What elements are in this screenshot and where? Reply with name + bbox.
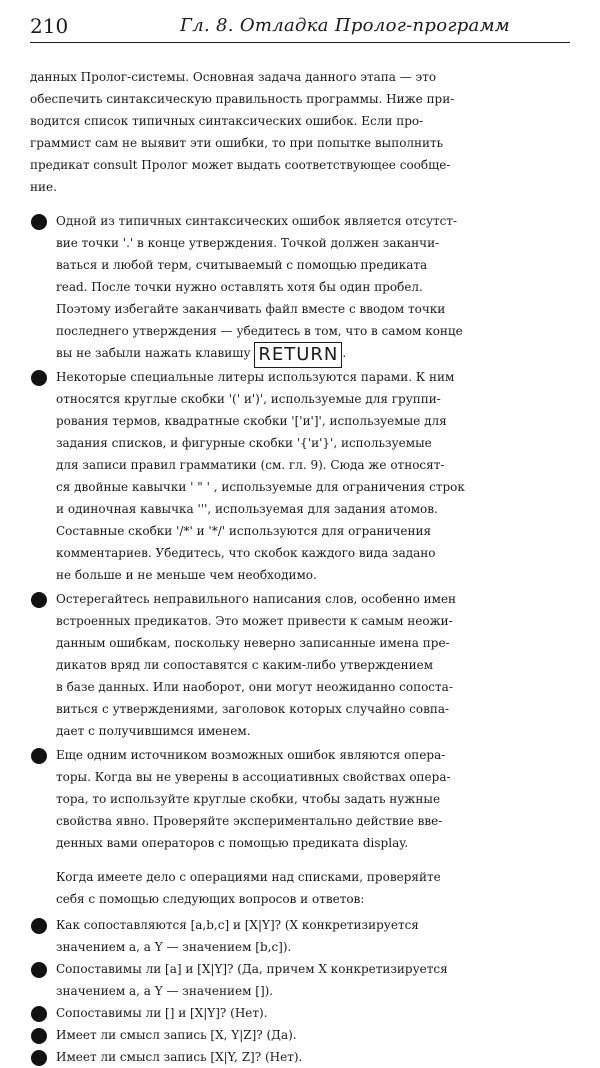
list-item-line: данным ошибкам, поскольку неверно записанные имена пре-: [56, 636, 450, 650]
question-line: значением a, а Y — значением []).: [56, 984, 274, 998]
list-item-line: ся двойные кавычки ' " ' , используемые для ограничения строк: [56, 480, 465, 494]
list-item-line: Одной из типичных синтаксических ошибок является отсутст-: [56, 214, 458, 228]
list-item-line: read. После точки нужно оставлять хотя бы один пробел.: [56, 280, 423, 294]
list-item-line: относятся круглые скобки '(' и')', используемые для группи-: [56, 392, 441, 406]
bullet-icon: [31, 962, 47, 978]
question-line: Как сопоставляются [a,b,c] и [X|Y]? (X конкретизируется: [56, 918, 419, 932]
question-line: Имеет ли смысл запись [X|Y, Z]? (Нет).: [56, 1050, 303, 1064]
bullet-icon: [31, 748, 47, 764]
list-item-line: задания списков, и фигурные скобки '{'и'}', используемые: [56, 436, 432, 450]
page-header: [30, 12, 570, 43]
list-item-line: торы. Когда вы не уверены в ассоциативных свойствах опера-: [56, 770, 451, 784]
bullet-icon: [31, 592, 47, 608]
intro-line: предикат consult Пролог может выдать соответствующее сообще-: [30, 158, 451, 172]
list-item-line: рования термов, квадратные скобки '['и']', используемые для: [56, 414, 447, 428]
bullet-icon: [31, 1050, 47, 1066]
list-item-line: Остерегайтесь неправильного написания слов, особенно имен: [56, 592, 457, 606]
list-item-line: последнего утверждения — убедитесь в том, что в самом конце: [56, 324, 463, 338]
list-item-line: свойства явно. Проверяйте экспериментально действие вве-: [56, 814, 443, 828]
question-line: Сопоставимы ли [a] и [X|Y]? (Да, причем X конкретизируется: [56, 962, 448, 976]
list-item-line: вы не забыли нажать клавишу RETURN .: [56, 342, 600, 368]
list-item-line: ваться и любой терм, считываемый с помощью предиката: [56, 258, 428, 272]
running-title: Гл. 8. Отладка Пролог-программ: [180, 15, 511, 36]
list-item-line: Некоторые специальные литеры используются парами. К ним: [56, 370, 455, 384]
intro-line: обеспечить синтаксическую правильность программы. Ниже при-: [30, 92, 455, 106]
list-item-line: для записи правил грамматики (см. гл. 9). Сюда же относят-: [56, 458, 445, 472]
list-item-line: дает с получившимся именем.: [56, 724, 251, 738]
bullet-icon: [31, 1006, 47, 1022]
intro-line: граммист сам не выявит эти ошибки, то при попытке выполнить: [30, 136, 444, 150]
bullet-icon: [31, 918, 47, 934]
bullet-icon: [31, 370, 47, 386]
list-item-line: денных вами операторов с помощью предиката display.: [56, 836, 409, 850]
bullet-icon: [31, 214, 47, 230]
intro-line: водится список типичных синтаксических ошибок. Если про-: [30, 114, 424, 128]
lists-intro-line: себя с помощью следующих вопросов и ответов:: [56, 892, 365, 906]
intro-line: данных Пролог-системы. Основная задача данного этапа — это: [30, 70, 437, 84]
list-item-line: Составные скобки '/*' и '*/' используются для ограничения: [56, 524, 432, 538]
list-item-line: дикатов вряд ли сопоставятся с каким-либо утверждением: [56, 658, 434, 672]
list-item-line: вие точки '.' в конце утверждения. Точкой должен заканчи-: [56, 236, 440, 250]
page-number: 210: [30, 14, 69, 38]
list-item-line: и одиночная кавычка ''', используемая для задания атомов.: [56, 502, 438, 516]
list-item-line: Еще одним источником возможных ошибок являются опера-: [56, 748, 446, 762]
return-key-label: RETURN: [254, 342, 342, 368]
intro-line: ние.: [30, 180, 57, 194]
lists-intro-line: Когда имеете дело с операциями над списками, проверяйте: [56, 870, 441, 884]
question-line: Имеет ли смысл запись [X, Y|Z]? (Да).: [56, 1028, 297, 1042]
list-item-line: Поэтому избегайте заканчивать файл вместе с вводом точки: [56, 302, 446, 316]
list-item-line: тора, то используйте круглые скобки, чтобы задать нужные: [56, 792, 441, 806]
list-item-line: виться с утверждениями, заголовок которых случайно совпа-: [56, 702, 450, 716]
question-line: Сопоставимы ли [] и [X|Y]? (Нет).: [56, 1006, 268, 1020]
list-item-line: комментариев. Убедитесь, что скобок каждого вида задано: [56, 546, 436, 560]
list-item-line: встроенных предикатов. Это может привести к самым неожи-: [56, 614, 453, 628]
list-item-line: в базе данных. Или наоборот, они могут неожиданно сопоста-: [56, 680, 453, 694]
question-line: значением a, а Y — значением [b,c]).: [56, 940, 292, 954]
bullet-icon: [31, 1028, 47, 1044]
list-item-line: не больше и не меньше чем необходимо.: [56, 568, 317, 582]
